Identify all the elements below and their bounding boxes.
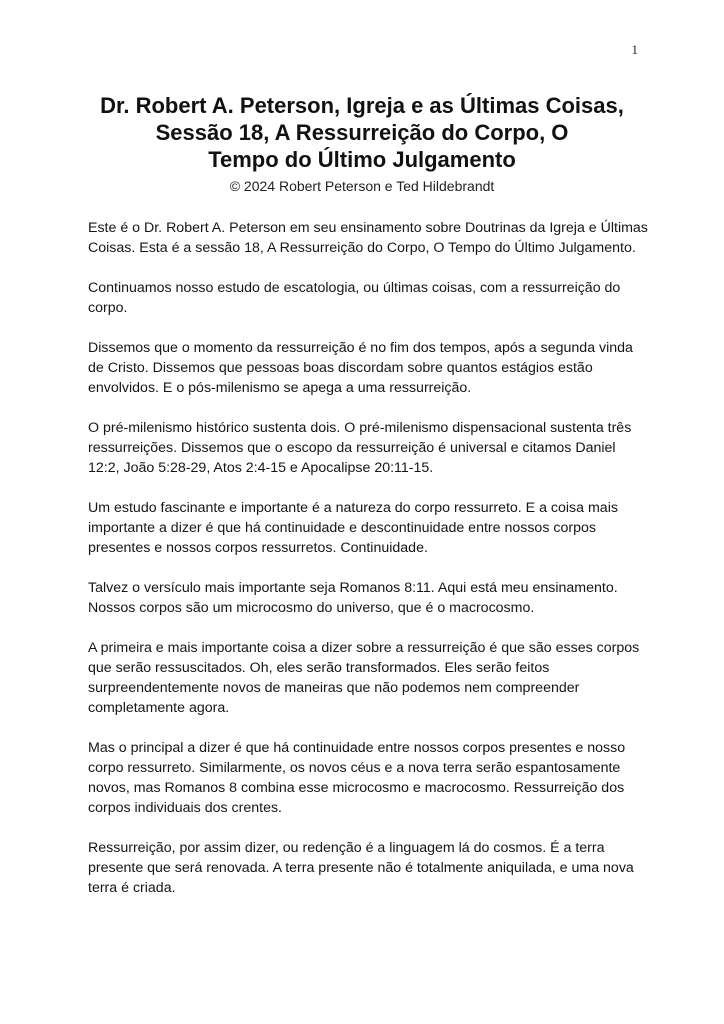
title-line: Sessão 18, A Ressurreição do Corpo, O: [155, 120, 569, 145]
paragraph: Dissemos que o momento da ressurreição é no fim dos tempos, após a segunda vinda de Cristo. Dissemos que pessoas boas discordam sobre quantos estágios estão envolvidos. E o pós-milenismo se apega a uma ressurreição.: [88, 340, 633, 396]
page-number: 1: [631, 42, 638, 57]
paragraph: Continuamos nosso estudo de escatologia, ou últimas coisas, com a ressurreição do corpo.: [88, 280, 621, 316]
paragraph: O pré-milenismo histórico sustenta dois. O pré-milenismo dispensacional sustenta três ressurreições. Dissemos que o escopo da ressurreição é universal e citamos Daniel 12:2, João 5:28-29, Atos 2:4-15 e Apocalipse 20:11-15.: [88, 420, 632, 476]
title-line: Dr. Robert A. Peterson, Igreja e as Últimas Coisas,: [100, 93, 624, 118]
copyright-line: © 2024 Robert Peterson e Ted Hildebrandt: [229, 178, 495, 194]
title-line: Tempo do Último Julgamento: [208, 147, 516, 172]
paragraph: Este é o Dr. Robert A. Peterson em seu ensinamento sobre Doutrinas da Igreja e Últimas Coisas. Esta é a sessão 18, A Ressurreição do Corpo, O Tempo do Último Julgamento.: [88, 220, 648, 256]
paragraph: A primeira e mais importante coisa a dizer sobre a ressurreição é que são esses corpos que serão ressuscitados. Oh, eles serão transformados. Eles serão feitos surpreendentemente novos de maneiras que não podemos nem compreender completamente agora.: [88, 640, 640, 716]
paragraph: Mas o principal a dizer é que há continuidade entre nossos corpos presentes e nosso corpo ressurreto. Similarmente, os novos céus e a nova terra serão espantosamente novos, mas Romanos 8 combina esse microcosmo e macrocosmo. Ressurreição dos corpos individuais dos crentes.: [88, 740, 626, 816]
paragraph: Talvez o versículo mais importante seja Romanos 8:11. Aqui está meu ensinamento. Nossos corpos são um microcosmo do universo, que é o macrocosmo.: [88, 580, 618, 616]
paragraph: Ressurreição, por assim dizer, ou redenção é a linguagem lá do cosmos. É a terra presente que será renovada. A terra presente não é totalmente aniquilada, e uma nova terra é criada.: [88, 840, 634, 896]
document-title: [60, 92, 664, 173]
paragraph: Um estudo fascinante e importante é a natureza do corpo ressurreto. E a coisa mais importante a dizer é que há continuidade e descontinuidade entre nossos corpos presentes e nossos corpos ressurretos. Continuidade.: [88, 500, 618, 556]
document-body: [88, 218, 648, 918]
